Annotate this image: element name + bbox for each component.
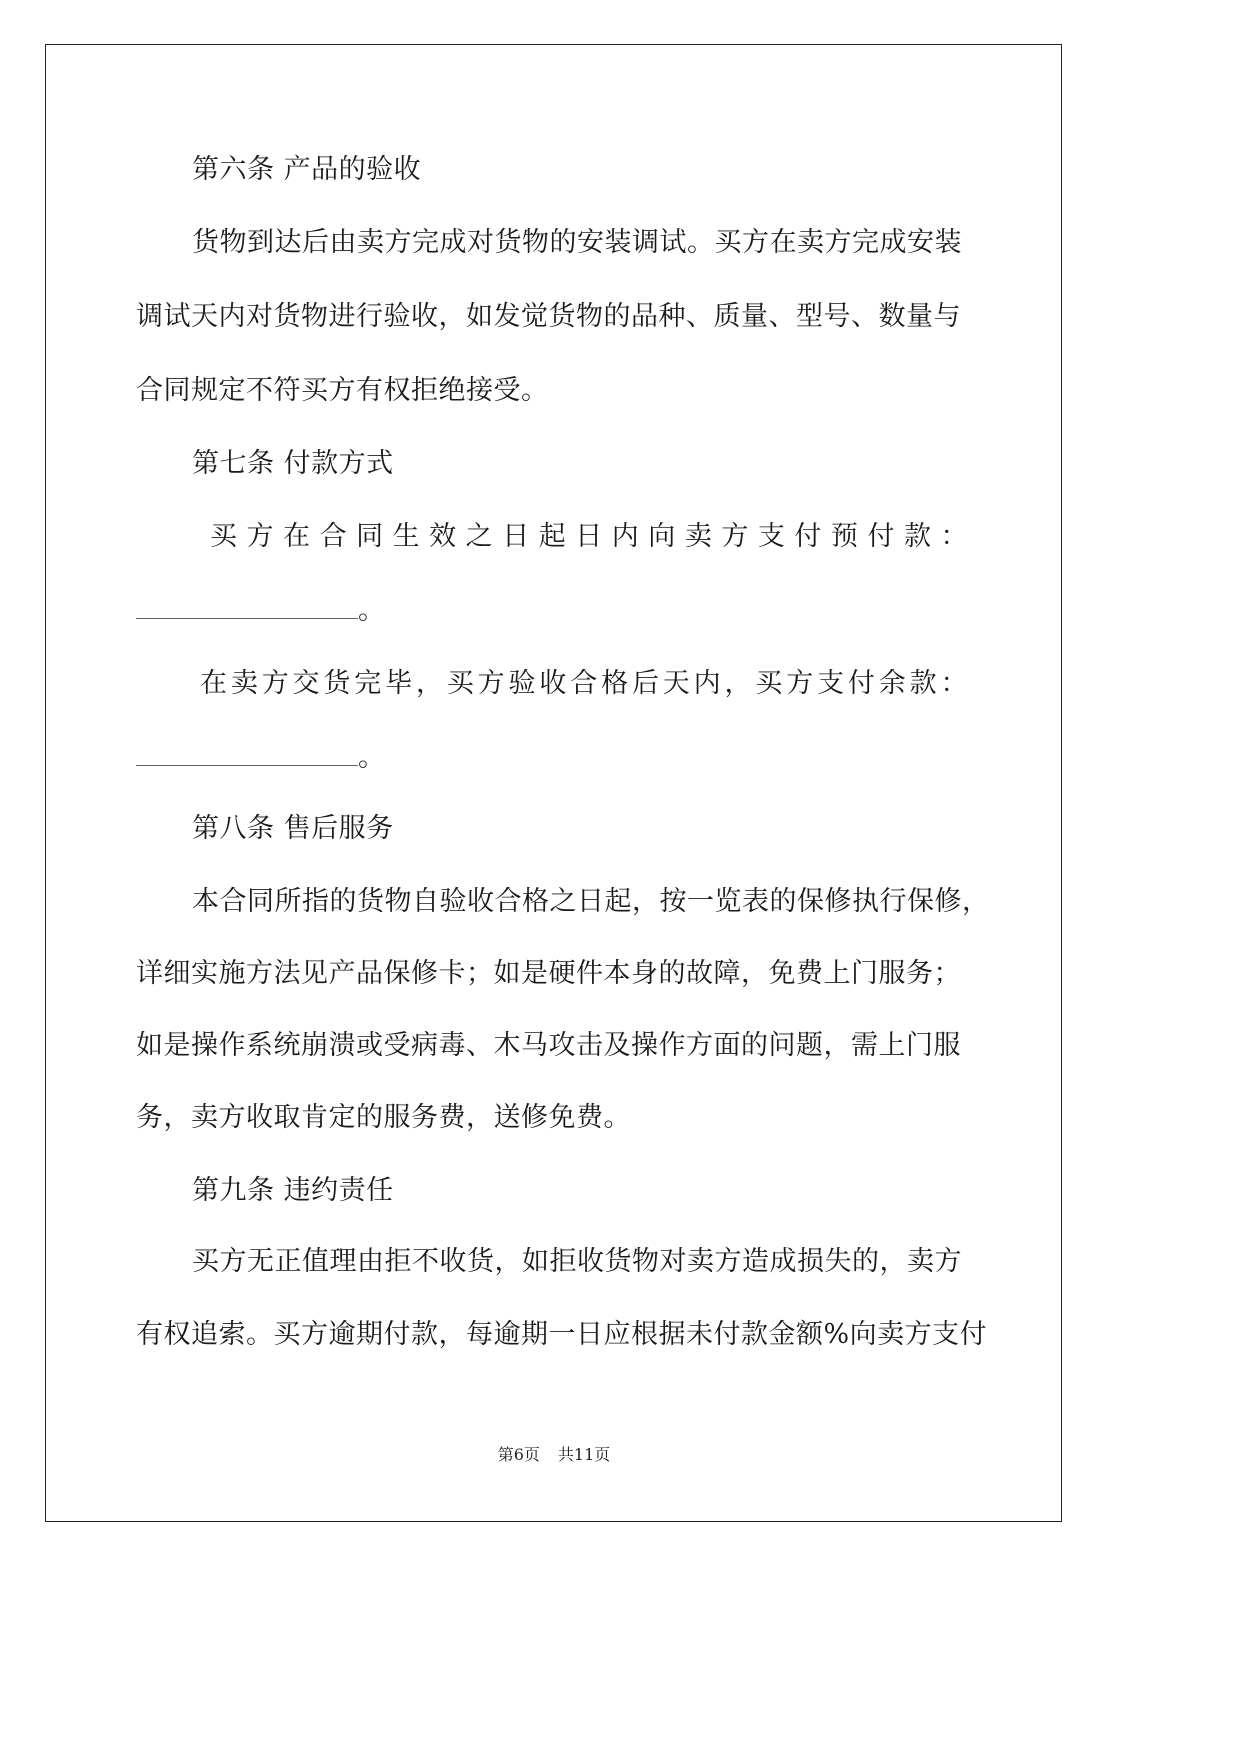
paragraph-line: 买方无正值理由拒不收货，如拒收货物对卖方造成损失的，卖方 — [192, 1246, 962, 1277]
paragraph-line: 有权追索。买方逾期付款，每逾期一日应根据未付款金额%向卖方支付 — [136, 1319, 988, 1350]
paragraph-line: 详细实施方法见产品保修卡；如是硬件本身的故障，免费上门服务； — [136, 958, 961, 989]
paragraph-line: 货物到达后由卖方完成对货物的安装调试。买方在卖方完成安装 — [192, 227, 962, 258]
article-6-heading: 第六条 产品的验收 — [192, 154, 422, 185]
page-border — [45, 44, 1062, 1522]
paragraph-line: 在卖方交货完毕，买方验收合格后天内，买方支付余款： — [200, 668, 968, 699]
blank-fill-line — [136, 741, 386, 775]
paragraph-line: 合同规定不符买方有权拒绝接受。 — [136, 375, 549, 406]
article-7-heading: 第七条 付款方式 — [192, 448, 394, 479]
article-9-heading: 第九条 违约责任 — [192, 1175, 394, 1206]
page-footer — [0, 1445, 1108, 1465]
page-total: 共11页 — [557, 1445, 611, 1464]
paragraph-line: 如是操作系统崩溃或受病毒、木马攻击及操作方面的问题，需上门服 — [136, 1030, 961, 1061]
paragraph-line: 务，卖方收取肯定的服务费，送修免费。 — [136, 1102, 631, 1133]
blank-fill-line — [136, 594, 386, 628]
period-mark: 。 — [358, 595, 386, 626]
blank-underline — [136, 598, 358, 619]
page-number: 第6页 — [497, 1445, 540, 1464]
paragraph-line: 调试天内对货物进行验收，如发觉货物的品种、质量、型号、数量与 — [136, 301, 961, 332]
period-mark: 。 — [358, 742, 386, 773]
article-8-heading: 第八条 售后服务 — [192, 813, 394, 844]
paragraph-line: 本合同所指的货物自验收合格之日起，按一览表的保修执行保修， — [192, 886, 990, 917]
paragraph-line: 买方在合同生效之日起日内向卖方支付预付款： — [210, 521, 968, 552]
blank-underline — [136, 745, 358, 766]
